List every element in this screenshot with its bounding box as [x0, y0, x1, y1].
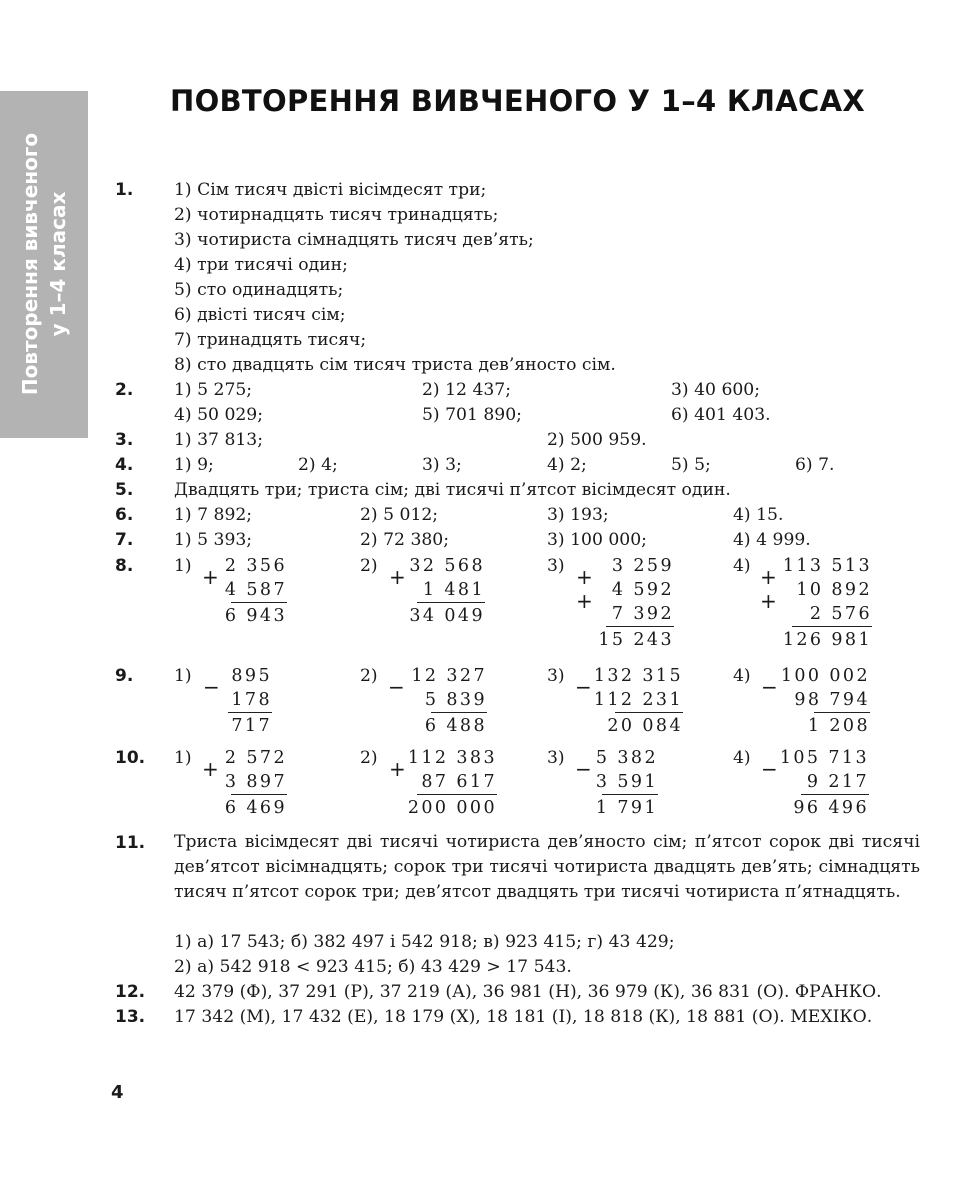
exercise-9-calc-3-result: 20 084 — [607, 716, 683, 736]
page-number: 4 — [111, 1082, 124, 1103]
exercise-8-calc-4-operator-1: + — [760, 565, 777, 589]
exercise-8-calc-1-rule — [231, 602, 287, 603]
exercise-9-calc-3-operand-1: 132 315 — [593, 666, 683, 686]
exercise-10-calc-3-operand-1: 5 382 — [595, 748, 658, 768]
exercise-11-text: Триста вісімдесят дві тисячі чотириста дев’яносто сім; п’ятсот сорок дві тисячі дев’ятсот вісімнадцять; сорок три тисячі чотириста двадцять дев’ять; сімнадцять тисяч п’ятсот сорок три; дев’ятсот двадцять три тисячі чотириста п’ятнадцять. — [174, 832, 920, 902]
exercise-6-item-2: 2) 5 012; — [360, 505, 439, 525]
exercise-2-item-1: 1) 5 275; — [174, 380, 253, 400]
exercise-10-calc-1-operand-1: 2 572 — [224, 748, 287, 768]
exercise-10-calc-4-operand-1: 105 713 — [779, 748, 869, 768]
exercise-10-calc-2-rule — [417, 794, 497, 795]
exercise-8-calc-4-rule — [792, 626, 872, 627]
exercise-11-line-1: 1) а) 17 543; б) 382 497 і 542 918; в) 923 415; г) 43 429; — [174, 932, 675, 952]
exercise-9-calc-1-operator-1: − — [203, 675, 220, 699]
exercise-2-item-4: 4) 50 029; — [174, 405, 264, 425]
exercise-4-item-6: 6) 7. — [795, 455, 835, 475]
exercise-2-item-2: 2) 12 437; — [422, 380, 512, 400]
exercise-8-calc-2-operand-2: 1 481 — [422, 580, 485, 600]
exercise-10-calc-1-operand-2: 3 897 — [224, 772, 287, 792]
exercise-2-item-5: 5) 701 890; — [422, 405, 522, 425]
exercise-9-calc-2-operand-1: 12 327 — [411, 666, 487, 686]
exercise-8-calc-2-operator-1: + — [389, 565, 406, 589]
exercise-1-line-5: 5) сто одинадцять; — [174, 280, 344, 300]
exercise-1-line-6: 6) двісті тисяч сім; — [174, 305, 346, 325]
exercise-9-calc-2-operand-2: 5 839 — [424, 690, 487, 710]
exercise-5-number: 5. — [115, 480, 134, 500]
exercise-13-text: 17 342 (М), 17 432 (Е), 18 179 (Х), 18 181 (І), 18 818 (К), 18 881 (О). МЕХІКО. — [174, 1007, 873, 1027]
exercise-4-number: 4. — [115, 455, 134, 475]
exercise-8-calc-1-result: 6 943 — [224, 606, 287, 626]
exercise-2-number: 2. — [115, 380, 134, 400]
exercise-8-calc-3-operand-1: 3 259 — [611, 556, 674, 576]
exercise-9-calc-3-operand-2: 112 231 — [593, 690, 683, 710]
exercise-9-calc-3-operator-1: − — [575, 675, 592, 699]
exercise-2-item-3: 3) 40 600; — [671, 380, 761, 400]
page-title: ПОВТОРЕННЯ ВИВЧЕНОГО У 1–4 КЛАСАХ — [170, 84, 865, 118]
exercise-9-calc-4-operator-1: − — [761, 675, 778, 699]
exercise-9-calc-1-rule — [228, 712, 272, 713]
exercise-1-line-4: 4) три тисячі один; — [174, 255, 348, 275]
exercise-10-calc-2-operand-1: 112 383 — [407, 748, 497, 768]
exercise-7-item-4: 4) 4 999. — [733, 530, 811, 550]
exercise-2-item-6: 6) 401 403. — [671, 405, 771, 425]
exercise-4-item-3: 3) 3; — [422, 455, 462, 475]
exercise-3-item-2: 2) 500 959. — [547, 430, 647, 450]
exercise-8-calc-3-operator-2: + — [576, 589, 593, 613]
exercise-7-item-1: 1) 5 393; — [174, 530, 253, 550]
exercise-1-line-2: 2) чотирнадцять тисяч тринадцять; — [174, 205, 499, 225]
exercise-10-number: 10. — [115, 748, 146, 768]
exercise-6-item-3: 3) 193; — [547, 505, 609, 525]
exercise-8-number: 8. — [115, 556, 134, 576]
exercise-9-label-2: 2) — [360, 666, 378, 686]
exercise-8-label-4: 4) — [733, 556, 751, 576]
exercise-5-text: Двадцять три; триста сім; дві тисячі п’ятсот вісімдесят один. — [174, 480, 731, 500]
exercise-9-calc-4-rule — [814, 712, 870, 713]
exercise-8-calc-4-operand-2: 10 892 — [796, 580, 872, 600]
exercise-8-label-1: 1) — [174, 556, 192, 576]
exercise-6-number: 6. — [115, 505, 134, 525]
exercise-9-calc-2-result: 6 488 — [424, 716, 487, 736]
exercise-8-label-2: 2) — [360, 556, 378, 576]
exercise-7-number: 7. — [115, 530, 134, 550]
exercise-9-number: 9. — [115, 666, 134, 686]
exercise-8-calc-1-operand-1: 2 356 — [224, 556, 287, 576]
exercise-9-calc-2-operator-1: − — [388, 675, 405, 699]
exercise-10-label-2: 2) — [360, 748, 378, 768]
exercise-8-calc-4-operand-1: 113 513 — [782, 556, 872, 576]
exercise-9-calc-3-rule — [615, 712, 683, 713]
exercise-9-calc-4-operand-2: 98 794 — [794, 690, 870, 710]
exercise-9-calc-4-operand-1: 100 002 — [780, 666, 870, 686]
exercise-10-calc-2-operator-1: + — [389, 757, 406, 781]
exercise-12-text: 42 379 (Ф), 37 291 (Р), 37 219 (А), 36 981 (Н), 36 979 (К), 36 831 (О). ФРАНКО. — [174, 982, 882, 1002]
side-tab-text — [16, 133, 72, 395]
side-tab-line-2: у 1–4 класах — [46, 191, 70, 337]
exercise-8-calc-3-operator-1: + — [576, 565, 593, 589]
exercise-3-item-1: 1) 37 813; — [174, 430, 264, 450]
exercise-8-calc-4-result: 126 981 — [782, 630, 872, 650]
exercise-9-calc-2-rule — [431, 712, 487, 713]
exercise-10-label-3: 3) — [547, 748, 565, 768]
exercise-8-calc-1-operand-2: 4 587 — [224, 580, 287, 600]
exercise-8-label-3: 3) — [547, 556, 565, 576]
exercise-11-line-2: 2) а) 542 918 < 923 415; б) 43 429 > 17 543. — [174, 957, 572, 977]
exercise-10-calc-4-result: 96 496 — [793, 798, 869, 818]
exercise-6-item-4: 4) 15. — [733, 505, 784, 525]
exercise-10-calc-2-result: 200 000 — [407, 798, 497, 818]
exercise-8-calc-3-rule — [606, 626, 674, 627]
exercise-8-calc-2-operand-1: 32 568 — [409, 556, 485, 576]
exercise-10-calc-2-operand-2: 87 617 — [421, 772, 497, 792]
exercise-10-calc-3-operator-1: − — [575, 757, 592, 781]
exercise-6-item-1: 1) 7 892; — [174, 505, 253, 525]
exercise-10-calc-3-rule — [602, 794, 658, 795]
exercise-9-calc-4-result: 1 208 — [807, 716, 870, 736]
exercise-9-label-4: 4) — [733, 666, 751, 686]
exercise-8-calc-4-operand-3: 2 576 — [809, 604, 872, 624]
exercise-13-number: 13. — [115, 1007, 146, 1027]
exercise-10-calc-3-result: 1 791 — [595, 798, 658, 818]
exercise-10-label-1: 1) — [174, 748, 192, 768]
exercise-1-line-3: 3) чотириста сімнадцять тисяч дев’ять; — [174, 230, 534, 250]
exercise-10-calc-4-rule — [801, 794, 869, 795]
exercise-4-item-4: 4) 2; — [547, 455, 587, 475]
exercise-1-line-7: 7) тринадцять тисяч; — [174, 330, 367, 350]
exercise-9-label-1: 1) — [174, 666, 192, 686]
exercise-4-item-5: 5) 5; — [671, 455, 711, 475]
exercise-10-calc-1-operator-1: + — [202, 757, 219, 781]
exercise-1-number: 1. — [115, 180, 134, 200]
exercise-9-calc-1-operand-1: 895 — [231, 666, 272, 686]
exercise-11-number: 11. — [115, 833, 146, 853]
exercise-10-calc-3-operand-2: 3 591 — [595, 772, 658, 792]
exercise-8-calc-1-operator-1: + — [202, 565, 219, 589]
exercise-3-number: 3. — [115, 430, 134, 450]
exercise-10-label-4: 4) — [733, 748, 751, 768]
exercise-9-calc-1-operand-2: 178 — [231, 690, 272, 710]
exercise-8-calc-2-result: 34 049 — [409, 606, 485, 626]
exercise-8-calc-4-operator-2: + — [760, 589, 777, 613]
exercise-4-item-2: 2) 4; — [298, 455, 338, 475]
exercise-12-number: 12. — [115, 982, 146, 1002]
exercise-10-calc-1-rule — [231, 794, 287, 795]
exercise-9-calc-1-result: 717 — [231, 716, 272, 736]
exercise-10-calc-4-operator-1: − — [761, 757, 778, 781]
exercise-8-calc-3-operand-2: 4 592 — [611, 580, 674, 600]
exercise-7-item-3: 3) 100 000; — [547, 530, 647, 550]
exercise-4-item-1: 1) 9; — [174, 455, 214, 475]
exercise-7-item-2: 2) 72 380; — [360, 530, 450, 550]
exercise-1-line-1: 1) Сім тисяч двісті вісімдесят три; — [174, 180, 487, 200]
exercise-9-label-3: 3) — [547, 666, 565, 686]
exercise-1-line-8: 8) сто двадцять сім тисяч триста дев’яносто сім. — [174, 355, 616, 375]
side-tab-line-1: Повторення вивченого — [18, 132, 42, 396]
exercise-10-calc-4-operand-2: 9 217 — [806, 772, 869, 792]
exercise-10-calc-1-result: 6 469 — [224, 798, 287, 818]
exercise-8-calc-2-rule — [417, 602, 485, 603]
exercise-8-calc-3-result: 15 243 — [598, 630, 674, 650]
exercise-8-calc-3-operand-3: 7 392 — [611, 604, 674, 624]
